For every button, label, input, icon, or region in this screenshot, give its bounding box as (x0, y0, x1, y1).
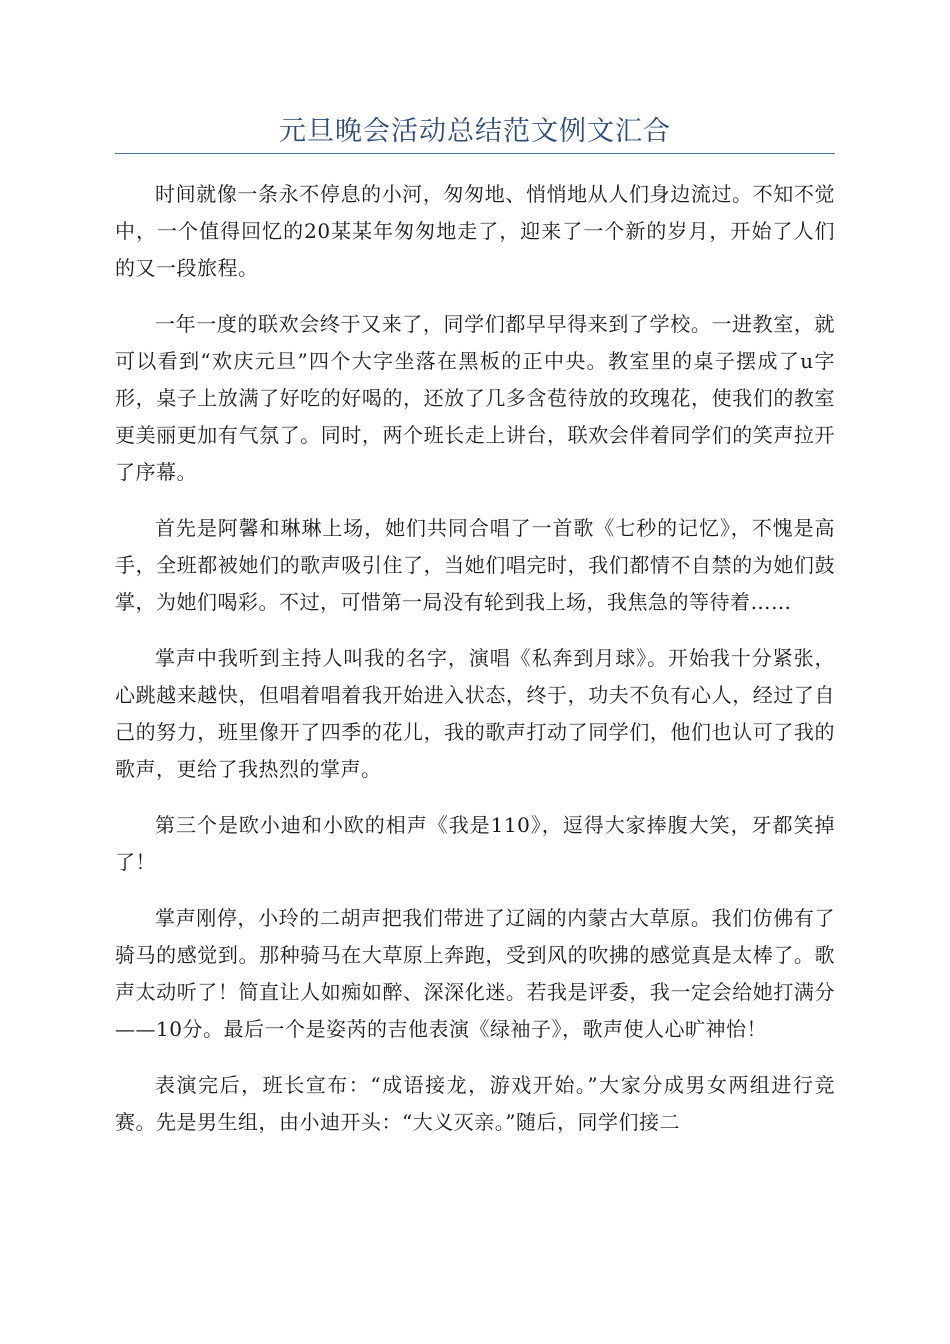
document-body (115, 176, 835, 1160)
paragraph-intro: 时间就像一条永不停息的小河，匆匆地、悄悄地从人们身边流过。不知不觉中，一个值得回忆的20某某年匆匆地走了，迎来了一个新的岁月，开始了人们的又一段旅程。 (115, 182, 835, 280)
paragraph-crosstalk: 第三个是欧小迪和小欧的相声《我是110》，逗得大家捧腹大笑，牙都笑掉了！ (115, 813, 835, 874)
paragraph-my-song: 掌声中我听到主持人叫我的名字，演唱《私奔到月球》。开始我十分紧张，心跳越来越快，但唱着唱着我开始进入状态，终于，功夫不负有心人，经过了自己的努力，班里像开了四季的花儿，我的歌声打动了同学们，他们也认可了我的歌声，更给了我热烈的掌声。 (115, 646, 835, 781)
paragraph-erhu: 掌声刚停，小玲的二胡声把我们带进了辽阔的内蒙古大草原。我们仿佛有了骑马的感觉到。那种骑马在大草原上奔跑，受到风的吹拂的感觉真是太棒了。歌声太动听了！简直让人如痴如醉、深深化迷。若我是评委，我一定会给她打满分——10分。最后一个是姿芮的吉他表演《绿袖子》，歌声使人心旷神怡！ (115, 906, 835, 1041)
title-underline (115, 153, 835, 154)
document-title: 元旦晚会活动总结范文例文汇合 (279, 116, 671, 147)
paragraph-classroom: 一年一度的联欢会终于又来了，同学们都早早得来到了学校。一进教室，就可以看到“欢庆元旦”四个大字坐落在黑板的正中央。教室里的桌子摆成了u字形，桌子上放满了好吃的好喝的，还放了几多含苞待放的玫瑰花，使我们的教室更美丽更加有气氛了。同时，两个班长走上讲台，联欢会伴着同学们的笑声拉开了序幕。 (115, 312, 835, 484)
paragraph-first-performance: 首先是阿馨和琳琳上场，她们共同合唱了一首歌《七秒的记忆》，不愧是高手，全班都被她们的歌声吸引住了，当她们唱完时，我们都情不自禁的为她们鼓掌，为她们喝彩。不过，可惜第一局没有轮到我上场，我焦急的等待着…… (115, 516, 835, 614)
paragraph-idiom-game: 表演完后，班长宣布：“成语接龙，游戏开始。”大家分成男女两组进行竞赛。先是男生组，由小迪开头：“大义灭亲。”随后，同学们接二 (115, 1073, 835, 1134)
